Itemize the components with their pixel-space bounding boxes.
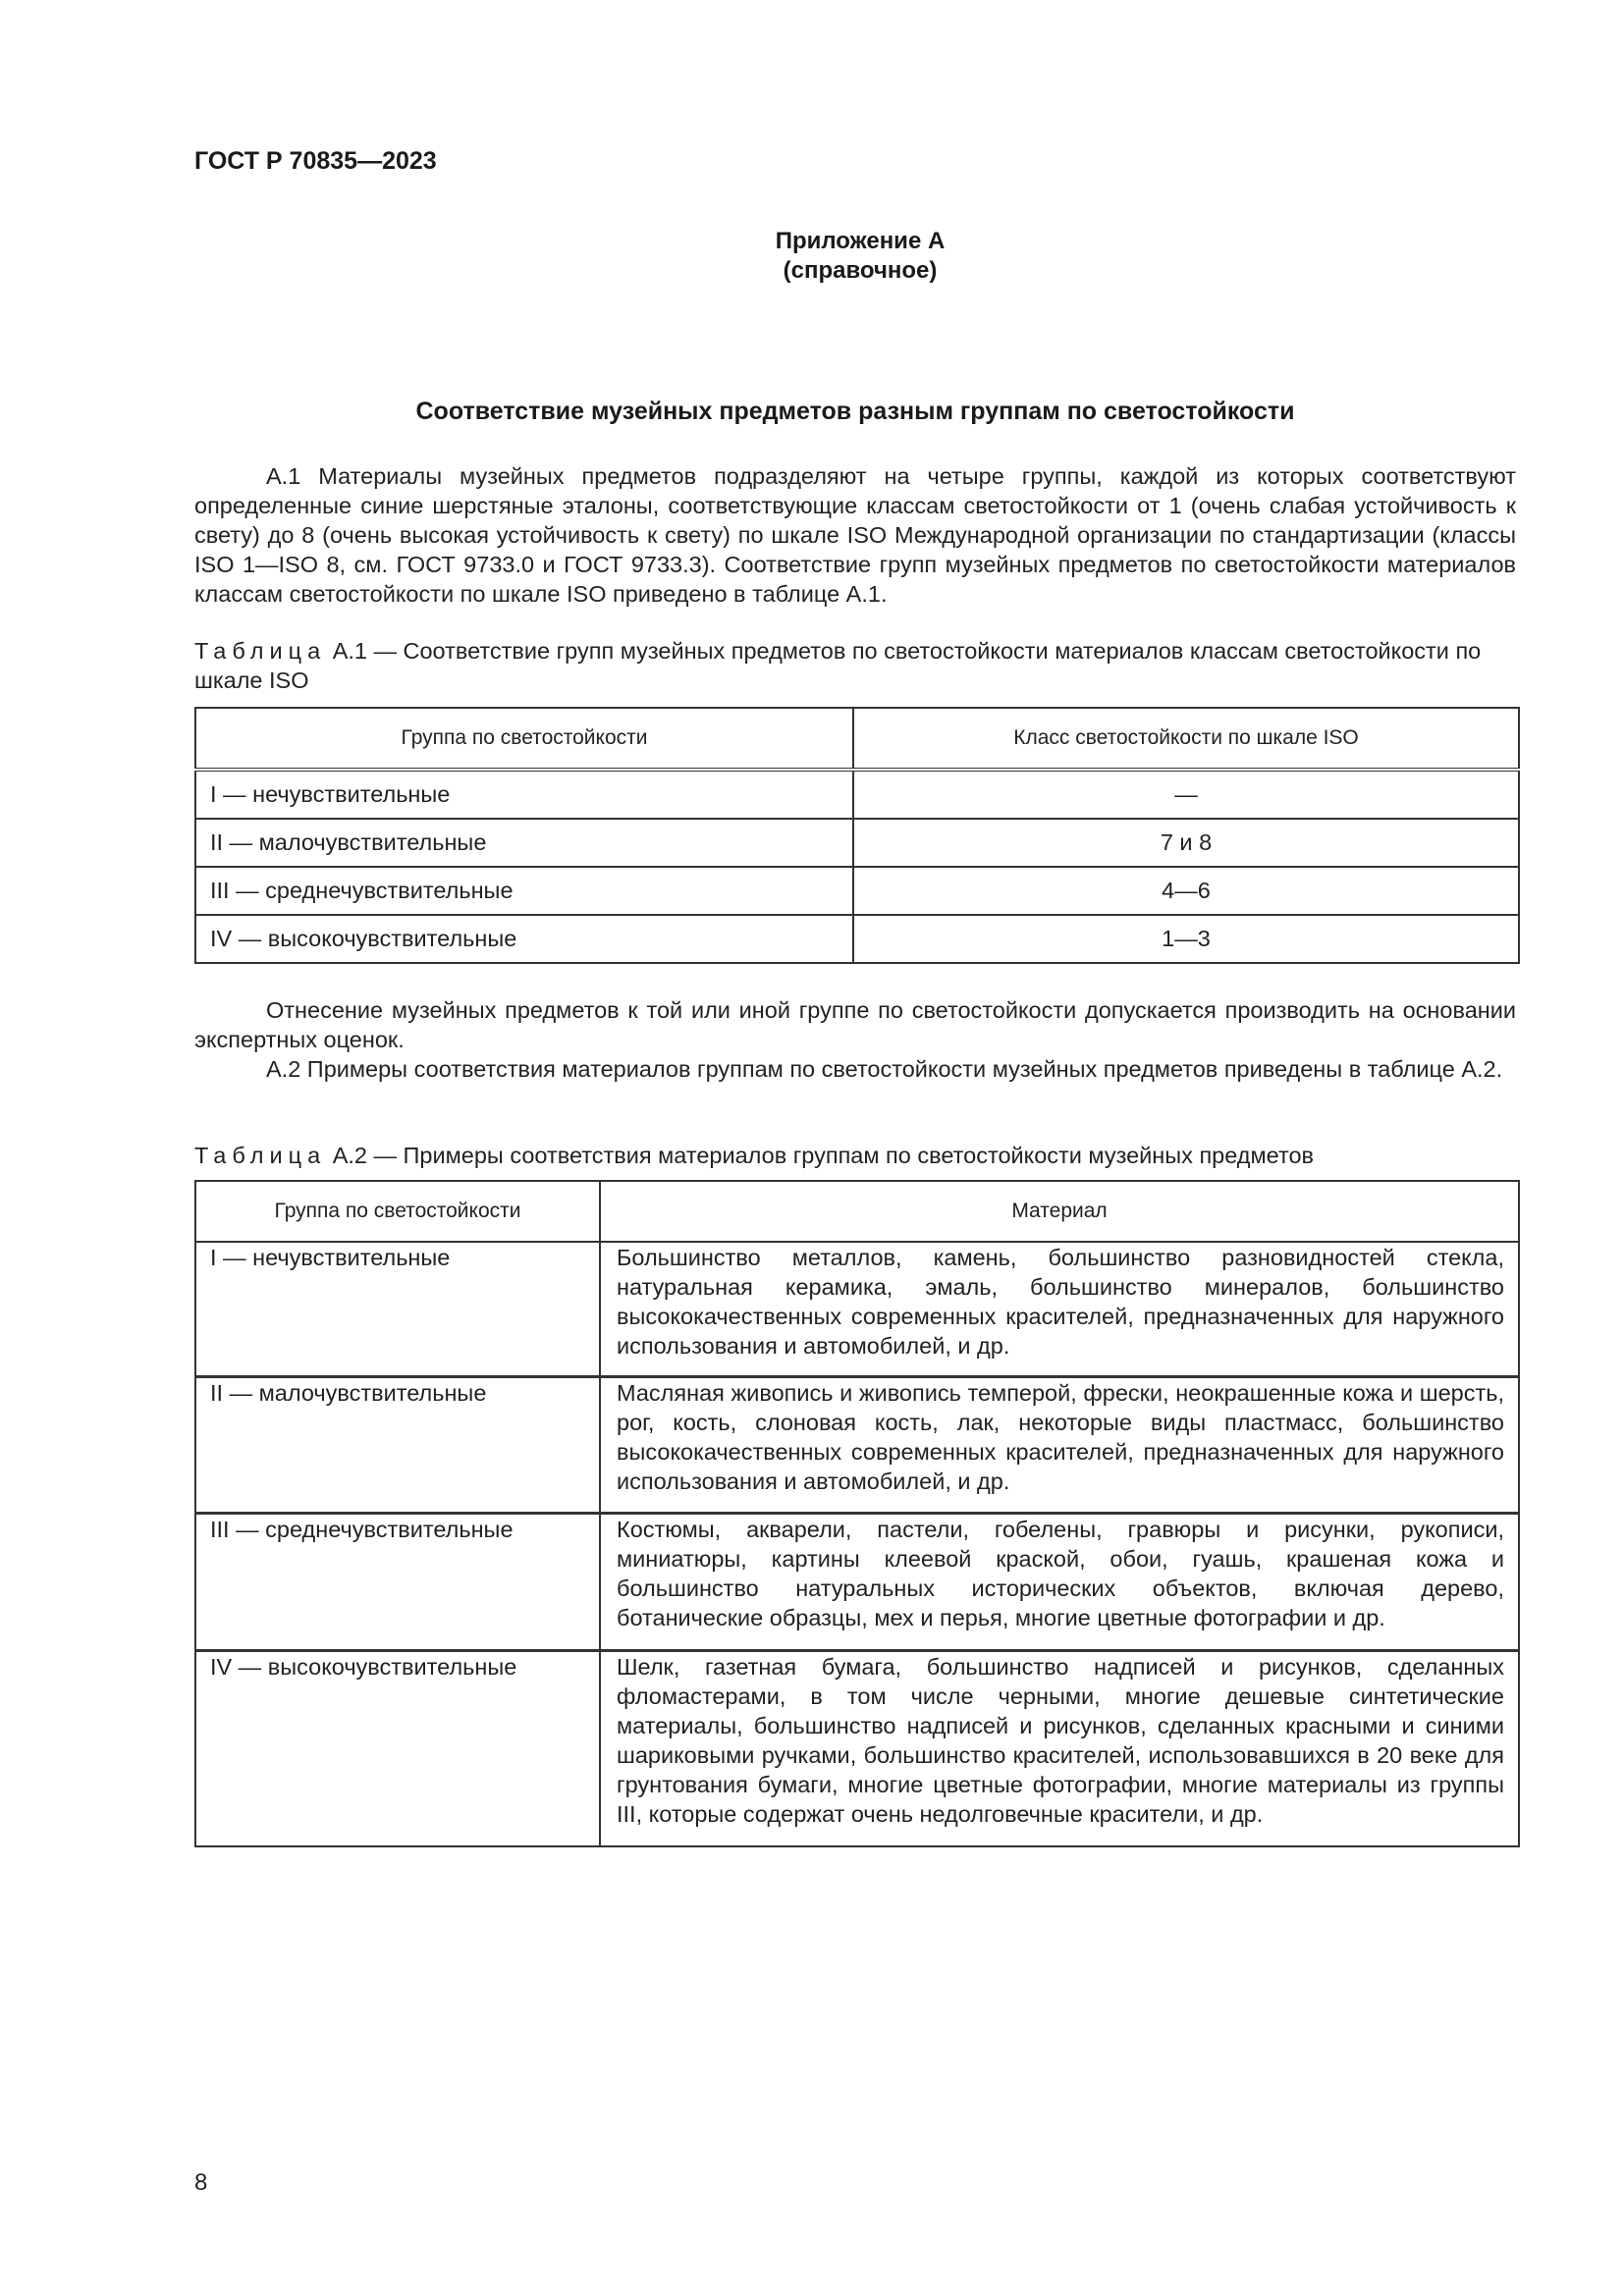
- table-row: [195, 867, 1519, 915]
- group-cell: I — нечувствительные: [195, 1242, 600, 1377]
- table-header-row: [195, 708, 1519, 770]
- table-header-cell: Класс светостойкости по шкале ISO: [853, 708, 1519, 770]
- iso-class-cell: 4—6: [853, 867, 1519, 915]
- table-a1: [194, 707, 1520, 964]
- document-identifier: ГОСТ Р 70835—2023: [194, 147, 437, 175]
- section-title: Соответствие музейных предметов разным группам по светостойкости: [415, 398, 1295, 425]
- group-cell: III — среднечувствительные: [195, 867, 853, 915]
- table-header-cell: Материал: [600, 1181, 1519, 1242]
- table-row: [195, 1514, 1519, 1651]
- paragraph-a2: А.2 Примеры соответствия материалов группам по светостойкости музейных предметов приведены в таблице А.2.: [266, 1056, 1503, 1082]
- material-cell: Большинство металлов, камень, большинство разновидностей стекла, натуральная керамика, эмаль, большинство минералов, большинство высококачественных современных красителей, предназначенных для наружного использования и автомобилей, и др.: [600, 1242, 1519, 1377]
- material-cell: Масляная живопись и живопись темперой, фрески, неокрашенные кожа и шерсть, рог, кость, слоновая кость, лак, некоторые виды пластмасс, большинство высококачественных современных красителей, предназначенных для наружного использования и автомобилей, и др.: [600, 1377, 1519, 1514]
- iso-class-cell: —: [853, 770, 1519, 819]
- table2-caption: [194, 1141, 1516, 1170]
- group-cell: II — малочувствительные: [195, 819, 853, 867]
- table-row: [195, 915, 1519, 963]
- group-cell: IV — высокочувствительные: [195, 915, 853, 963]
- group-cell: I — нечувствительные: [195, 770, 853, 819]
- group-cell: III — среднечувствительные: [195, 1514, 600, 1651]
- table-row: [195, 1377, 1519, 1514]
- iso-class-cell: 7 и 8: [853, 819, 1519, 867]
- table-header-cell: Группа по светостойкости: [195, 1181, 600, 1242]
- annex-title: Приложение А: [775, 228, 946, 254]
- table1-caption-label: Таблица: [194, 638, 327, 664]
- group-cell: IV — высокочувствительные: [195, 1651, 600, 1847]
- annex-subtitle: (справочное): [783, 257, 938, 284]
- table2-caption-label: Таблица: [194, 1143, 327, 1168]
- table-row: [195, 1651, 1519, 1847]
- group-cell: II — малочувствительные: [195, 1377, 600, 1514]
- table-row: [195, 819, 1519, 867]
- page-number: 8: [194, 2169, 208, 2196]
- table-header-cell: Группа по светостойкости: [195, 708, 853, 770]
- material-cell: Шелк, газетная бумага, большинство надписей и рисунков, сделанных фломастерами, в том числе черными, многие дешевые синтетические материалы, большинство надписей и рисунков, сделанных красными и синими шариковыми ручками, большинство красителей, использовавшихся в 20 веке для грунтования бумаги, многие цветные фотографии, многие материалы из группы III, которые содержат очень недолговечные красители, и др.: [600, 1651, 1519, 1847]
- table1-caption-text: А.1 — Соответствие групп музейных предметов по светостойкости материалов классам светостойкости по шкале ISO: [194, 638, 1482, 693]
- iso-class-cell: 1—3: [853, 915, 1519, 963]
- table2-caption-text: А.2 — Примеры соответствия материалов группам по светостойкости музейных предметов: [332, 1143, 1315, 1168]
- table-row: [195, 1242, 1519, 1377]
- table1-caption: [194, 636, 1516, 695]
- paragraph-a1: А.1 Материалы музейных предметов подразделяют на четыре группы, каждой из которых соответствуют определенные синие шерстяные эталоны, соответствующие классам светостойкости от 1 (очень слабая устойчивость к свету) до 8 (очень высокая устойчивость к свету) по шкале ISO Международной организации по стандартизации (классы ISO 1—ISO 8, см. ГОСТ 9733.0 и ГОСТ 9733.3). Соответствие групп музейных предметов по светостойкости материалов классам светостойкости по шкале ISO приведено в таблице А.1.: [194, 463, 1516, 607]
- table-header-row: [195, 1181, 1519, 1242]
- table-a2: [194, 1180, 1520, 1847]
- paragraph-expert-assessment: Отнесение музейных предметов к той или иной группе по светостойкости допускается производить на основании экспертных оценок.: [194, 997, 1516, 1052]
- material-cell: Костюмы, акварели, пастели, гобелены, гравюры и рисунки, рукописи, миниатюры, картины клеевой краской, обои, гуашь, крашеная кожа и большинство натуральных исторических объектов, включая дерево, ботанические образцы, мех и перья, многие цветные фотографии и др.: [600, 1514, 1519, 1651]
- table-row: [195, 770, 1519, 819]
